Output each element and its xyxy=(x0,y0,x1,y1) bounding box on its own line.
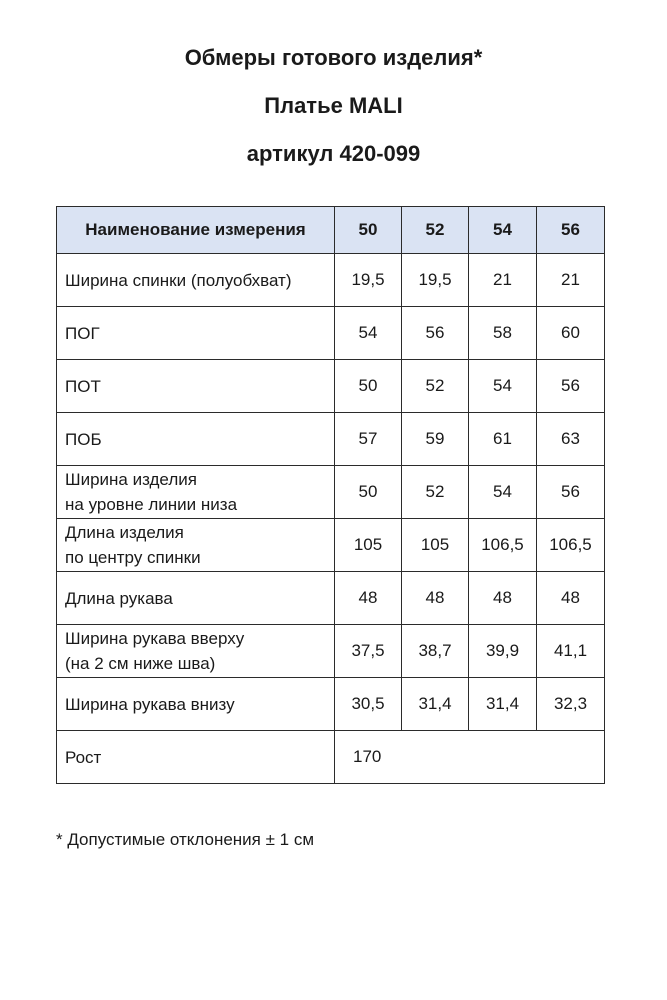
cell-value: 41,1 xyxy=(537,625,605,678)
cell-value: 52 xyxy=(402,466,469,519)
row-name xyxy=(57,307,335,360)
row-name xyxy=(57,678,335,731)
cell-value: 21 xyxy=(469,254,537,307)
cell-value: 39,9 xyxy=(469,625,537,678)
cell-value: 37,5 xyxy=(335,625,402,678)
cell-value: 48 xyxy=(402,572,469,625)
cell-value: 58 xyxy=(469,307,537,360)
row-name-line: Ширина рукава вверху xyxy=(65,629,245,648)
article-number: артикул 420-099 xyxy=(246,141,421,166)
table-row xyxy=(57,413,605,466)
column-header-size-54: 54 xyxy=(469,207,537,254)
product-name: Платье MALI xyxy=(264,93,403,118)
tolerance-footnote: * Допустимые отклонения ± 1 см xyxy=(56,830,315,849)
cell-value: 31,4 xyxy=(469,678,537,731)
row-name-line: Длина рукава xyxy=(65,588,173,608)
cell-value: 105 xyxy=(402,519,469,572)
cell-value: 19,5 xyxy=(335,254,402,307)
cell-value: 56 xyxy=(537,360,605,413)
row-name xyxy=(57,413,335,466)
cell-value: 59 xyxy=(402,413,469,466)
row-name-line: (на 2 см ниже шва) xyxy=(65,654,216,673)
cell-value: 61 xyxy=(469,413,537,466)
column-header-size-50: 50 xyxy=(335,207,402,254)
table-row-rost xyxy=(57,731,605,784)
cell-value: 105 xyxy=(335,519,402,572)
table-row xyxy=(57,307,605,360)
column-header-size-56: 56 xyxy=(537,207,605,254)
cell-value: 21 xyxy=(537,254,605,307)
table-row xyxy=(57,625,605,678)
row-name xyxy=(57,360,335,413)
cell-value: 50 xyxy=(335,466,402,519)
row-name xyxy=(57,519,335,572)
document-title: Обмеры готового изделия* xyxy=(184,45,483,70)
cell-value: 106,5 xyxy=(537,519,605,572)
cell-value: 48 xyxy=(335,572,402,625)
table-row xyxy=(57,519,605,572)
cell-value: 48 xyxy=(469,572,537,625)
cell-value: 106,5 xyxy=(469,519,537,572)
cell-value: 31,4 xyxy=(402,678,469,731)
table-row xyxy=(57,572,605,625)
row-name-line: ПОБ xyxy=(65,429,102,449)
row-name xyxy=(57,625,335,678)
row-name-line: ПОГ xyxy=(65,323,100,343)
cell-value: 57 xyxy=(335,413,402,466)
cell-value: 54 xyxy=(335,307,402,360)
cell-value: 19,5 xyxy=(402,254,469,307)
cell-value: 54 xyxy=(469,466,537,519)
table-row xyxy=(57,254,605,307)
row-name-line: Ширина изделия xyxy=(65,470,197,489)
cell-value: 54 xyxy=(469,360,537,413)
cell-value: 50 xyxy=(335,360,402,413)
cell-value: 38,7 xyxy=(402,625,469,678)
cell-value: 63 xyxy=(537,413,605,466)
row-name-line: Длина изделия xyxy=(65,523,184,542)
column-header-size-52: 52 xyxy=(402,207,469,254)
row-name-line: на уровне линии низа xyxy=(65,495,238,514)
table-row xyxy=(57,360,605,413)
row-name xyxy=(57,254,335,307)
row-name xyxy=(57,572,335,625)
cell-value: 32,3 xyxy=(537,678,605,731)
cell-value: 30,5 xyxy=(335,678,402,731)
cell-value: 60 xyxy=(537,307,605,360)
cell-value: 52 xyxy=(402,360,469,413)
row-name-line: ПОТ xyxy=(65,376,101,396)
table-header-row xyxy=(57,207,605,254)
table-row xyxy=(57,678,605,731)
rost-value: 170 xyxy=(335,731,605,784)
cell-value: 56 xyxy=(402,307,469,360)
table-row xyxy=(57,466,605,519)
cell-value: 48 xyxy=(537,572,605,625)
row-name-line: по центру спинки xyxy=(65,548,201,567)
measurements-table xyxy=(56,206,605,784)
row-name: Рост xyxy=(57,731,335,784)
row-name xyxy=(57,466,335,519)
row-name-line: Ширина рукава внизу xyxy=(65,694,235,714)
row-name-line: Ширина спинки (полуобхват) xyxy=(65,270,292,290)
column-header-name: Наименование измерения xyxy=(57,207,335,254)
title-block xyxy=(0,46,667,190)
cell-value: 56 xyxy=(537,466,605,519)
